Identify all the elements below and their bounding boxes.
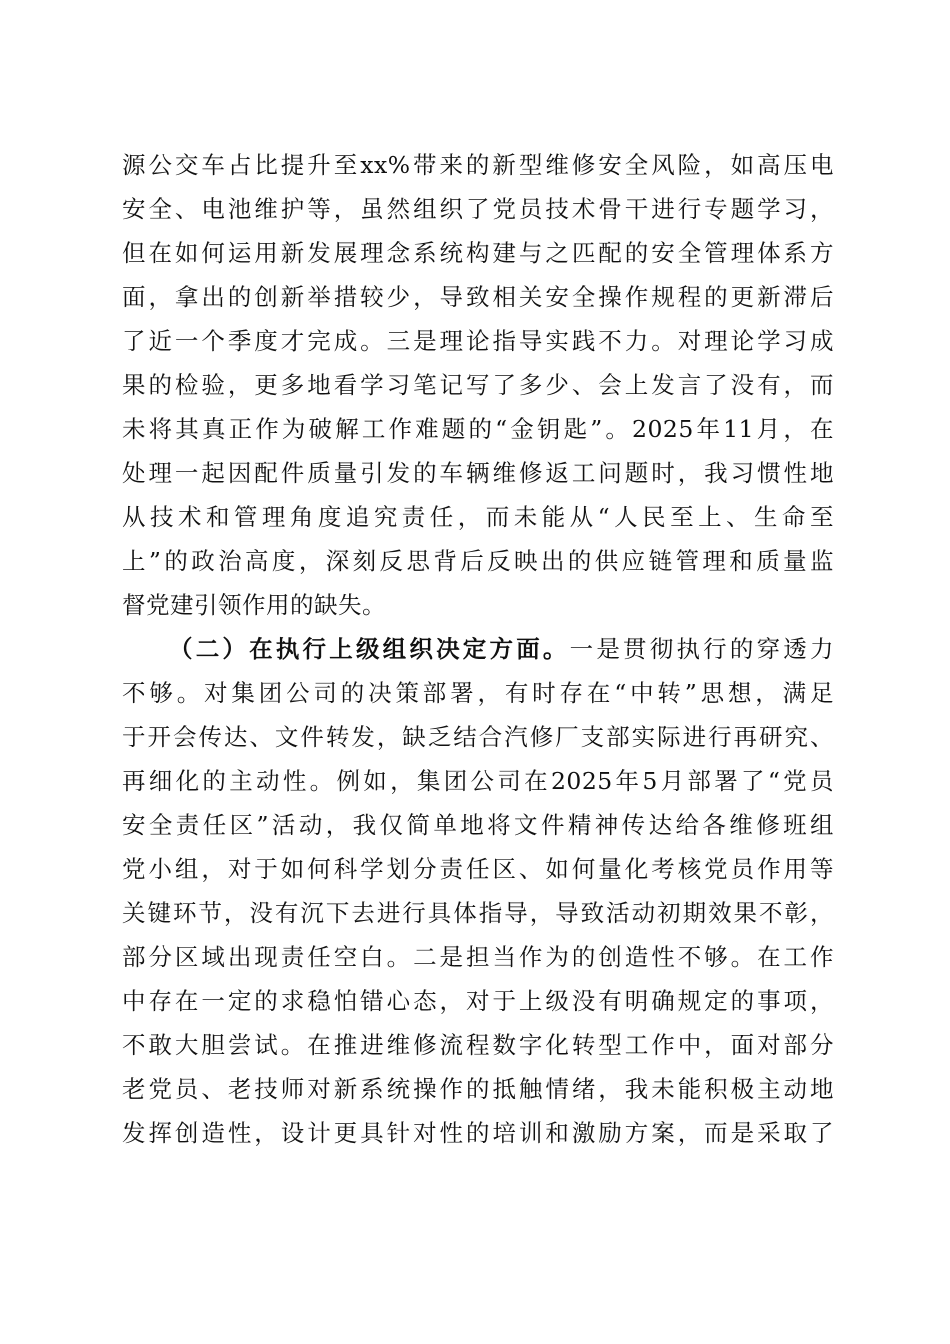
text-run: 一是贯彻执行的穿透力 [569, 635, 834, 663]
text-line: 果的检验，更多地看学习笔记写了多少、会上发言了没有，而 [122, 371, 834, 399]
text-line: 中存在一定的求稳怕错心态，对于上级没有明确规定的事项， [122, 987, 834, 1015]
text-line: 不敢大胆尝试。在推进维修流程数字化转型工作中，面对部分 [122, 1031, 834, 1059]
paragraph-2 [122, 627, 834, 1155]
text-line: 上”的政治高度，深刻反思背后反映出的供应链管理和质量监 [122, 547, 834, 575]
text-line: 处理一起因配件质量引发的车辆维修返工问题时，我习惯性地 [122, 459, 834, 487]
text-line: 部分区域出现责任空白。二是担当作为的创造性不够。在工作 [122, 943, 834, 971]
paragraph-1 [122, 143, 834, 627]
section-heading: （二）在执行上级组织决定方面。 [169, 635, 570, 663]
document-body [122, 143, 834, 1155]
text-line: 从技术和管理角度追究责任，而未能从“人民至上、生命至 [122, 503, 834, 531]
text-line: 关键环节，没有沉下去进行具体指导，导致活动初期效果不彰， [122, 899, 834, 927]
text-line: 不够。对集团公司的决策部署，有时存在“中转”思想，满足 [122, 679, 834, 707]
text-line: 但在如何运用新发展理念系统构建与之匹配的安全管理体系方 [122, 239, 834, 267]
text-line: 党小组，对于如何科学划分责任区、如何量化考核党员作用等 [122, 855, 834, 883]
text-line: 面，拿出的创新举措较少，导致相关安全操作规程的更新滞后 [122, 283, 834, 311]
text-line: 老党员、老技师对新系统操作的抵触情绪，我未能积极主动地 [122, 1075, 834, 1103]
text-line: 于开会传达、文件转发，缺乏结合汽修厂支部实际进行再研究、 [122, 723, 834, 751]
text-line: 再细化的主动性。例如，集团公司在2025年5月部署了“党员 [122, 767, 834, 795]
text-line: 安全责任区”活动，我仅简单地将文件精神传达给各维修班组 [122, 811, 834, 839]
text-line: 发挥创造性，设计更具针对性的培训和激励方案，而是采取了 [122, 1119, 834, 1147]
text-line: 督党建引领作用的缺失。 [122, 591, 386, 619]
text-line: 未将其真正作为破解工作难题的“金钥匙”。2025年11月，在 [122, 415, 834, 443]
text-line: 安全、电池维护等，虽然组织了党员技术骨干进行专题学习， [122, 195, 834, 223]
text-line: 源公交车占比提升至xx%带来的新型维修安全风险，如高压电 [122, 151, 834, 179]
text-line [122, 627, 834, 671]
text-line: 了近一个季度才完成。三是理论指导实践不力。对理论学习成 [122, 327, 834, 355]
